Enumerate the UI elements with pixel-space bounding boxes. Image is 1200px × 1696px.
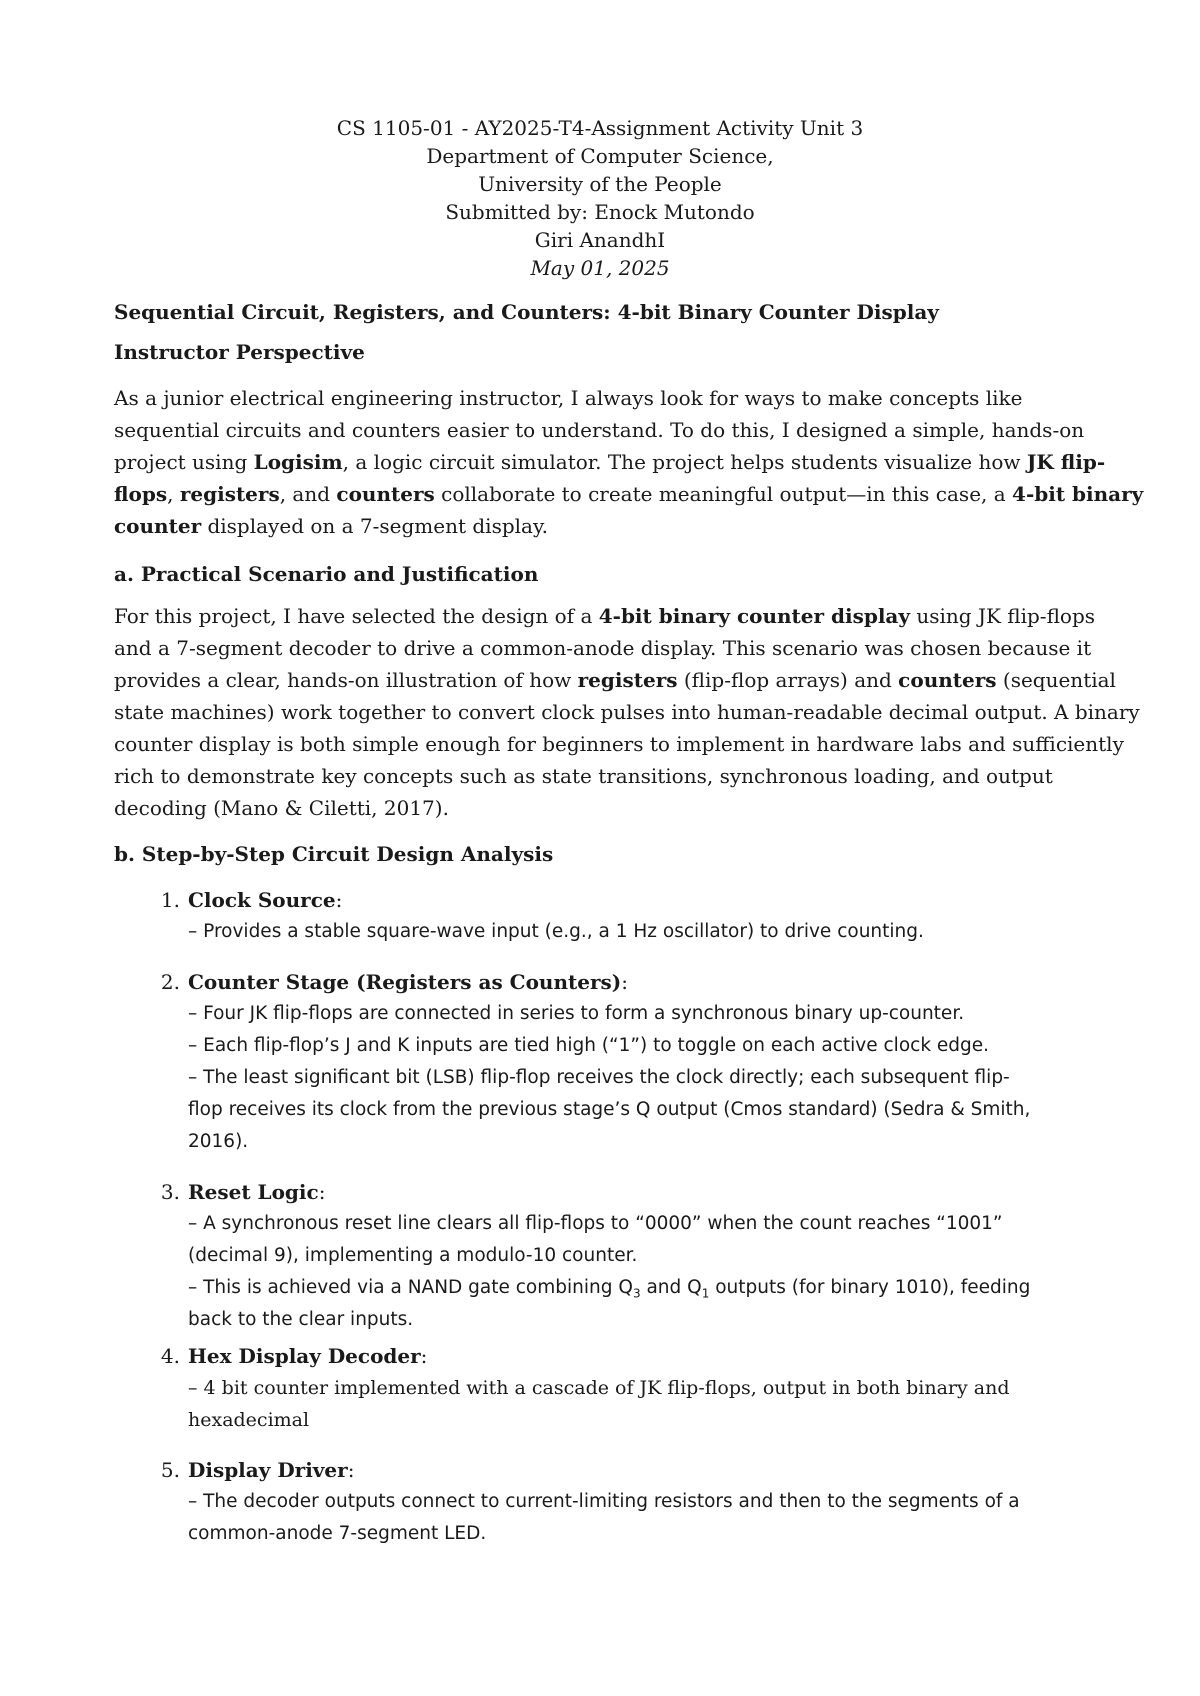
bold-term: JK flip- xyxy=(1026,450,1106,474)
paragraph-line: rich to demonstrate key concepts such as state transitions, synchronous loading, and output xyxy=(114,764,1053,788)
submission-date: May 01, 2025 xyxy=(530,256,670,280)
paragraph-line: flops, registers, and counters collaborate to create meaningful output—in this case, a 4-bit binary xyxy=(114,482,1144,506)
section-a-heading: a. Practical Scenario and Justification xyxy=(114,562,539,586)
list-item-title: Clock Source: xyxy=(188,888,343,912)
document-header xyxy=(0,114,1200,282)
list-item-title: Display Driver: xyxy=(188,1458,355,1482)
list-item-detail: hexadecimal xyxy=(188,1409,310,1431)
bold-term: registers xyxy=(179,482,280,506)
list-item-detail: back to the clear inputs. xyxy=(188,1309,414,1330)
bold-term: counters xyxy=(898,668,997,692)
paragraph-line: As a junior electrical engineering instructor, I always look for ways to make concepts like xyxy=(114,386,1023,410)
list-number: 4. xyxy=(160,1344,180,1368)
bold-term: counters xyxy=(336,482,435,506)
department: Department of Computer Science, xyxy=(426,144,774,168)
paragraph-line: For this project, I have selected the design of a 4-bit binary counter display using JK flip-flops xyxy=(114,604,1096,628)
course-title: CS 1105-01 - AY2025-T4-Assignment Activity Unit 3 xyxy=(336,116,864,140)
bold-term: 4-bit binary counter display xyxy=(598,604,911,628)
submitted-by: Submitted by: Enock Mutondo xyxy=(445,200,755,224)
list-item-detail: – Each flip-flop’s J and K inputs are tied high (“1”) to toggle on each active clock edge. xyxy=(188,1035,990,1056)
paragraph-line: counter displayed on a 7-segment display. xyxy=(114,514,548,538)
list-item-detail: – Provides a stable square-wave input (e.g., a 1 Hz oscillator) to drive counting. xyxy=(188,921,924,942)
list-number: 1. xyxy=(160,888,180,912)
paragraph-line: state machines) work together to convert clock pulses into human-readable decimal output. A binary xyxy=(114,700,1140,724)
list-item-detail: – A synchronous reset line clears all flip-flops to “0000” when the count reaches “1001” xyxy=(188,1213,1003,1234)
list-number: 3. xyxy=(160,1180,180,1204)
paragraph-line: project using Logisim, a logic circuit simulator. The project helps students visualize how JK flip- xyxy=(114,450,1106,474)
bold-term: 4-bit binary xyxy=(1012,482,1144,506)
bold-term: flops xyxy=(114,482,168,506)
list-item-detail: – The least significant bit (LSB) flip-flop receives the clock directly; each subsequent flip- xyxy=(188,1067,1010,1088)
document-title: Sequential Circuit, Registers, and Counters: 4-bit Binary Counter Display xyxy=(114,300,939,324)
paragraph-line: counter display is both simple enough for beginners to implement in hardware labs and sufficiently xyxy=(114,732,1124,756)
list-number: 5. xyxy=(160,1458,180,1482)
paragraph-line: and a 7-segment decoder to drive a common-anode display. This scenario was chosen because it xyxy=(114,636,1092,660)
university: University of the People xyxy=(478,172,722,196)
list-item-detail: – The decoder outputs connect to current-limiting resistors and then to the segments of a xyxy=(188,1491,1020,1512)
list-number: 2. xyxy=(160,970,180,994)
paragraph-line: decoding (Mano & Ciletti, 2017). xyxy=(114,796,449,820)
list-item-detail: – Four JK flip-flops are connected in series to form a synchronous binary up-counter. xyxy=(188,1003,965,1024)
list-item-detail: flop receives its clock from the previous stage’s Q output (Cmos standard) (Sedra & Smith, xyxy=(188,1099,1031,1120)
bold-term: Logisim xyxy=(253,450,343,474)
list-item-detail: – 4 bit counter implemented with a cascade of JK flip-flops, output in both binary and xyxy=(188,1377,1010,1399)
section-b-heading: b. Step-by-Step Circuit Design Analysis xyxy=(114,842,554,866)
list-item-title: Reset Logic: xyxy=(188,1180,326,1204)
list-item-detail: common-anode 7-segment LED. xyxy=(188,1523,487,1544)
list-item-detail: 2016). xyxy=(188,1131,249,1152)
paragraph-line: sequential circuits and counters easier to understand. To do this, I designed a simple, hands-on xyxy=(114,418,1085,442)
list-item-title: Hex Display Decoder: xyxy=(188,1344,428,1368)
list-item-detail: – This is achieved via a NAND gate combining $Q_3$ and $Q_1$ outputs (for binary 1010), feeding xyxy=(188,1277,1031,1301)
list-item-title: Counter Stage (Registers as Counters): xyxy=(188,970,628,994)
paragraph-line: provides a clear, hands-on illustration of how registers (flip-flop arrays) and counters (sequential xyxy=(114,668,1116,692)
instructor-perspective-heading: Instructor Perspective xyxy=(114,340,365,364)
instructor-name: Giri AnandhI xyxy=(534,228,666,252)
list-item-detail: (decimal 9), implementing a modulo-10 counter. xyxy=(188,1245,638,1266)
bold-term: registers xyxy=(577,668,678,692)
bold-term: counter xyxy=(114,514,202,538)
